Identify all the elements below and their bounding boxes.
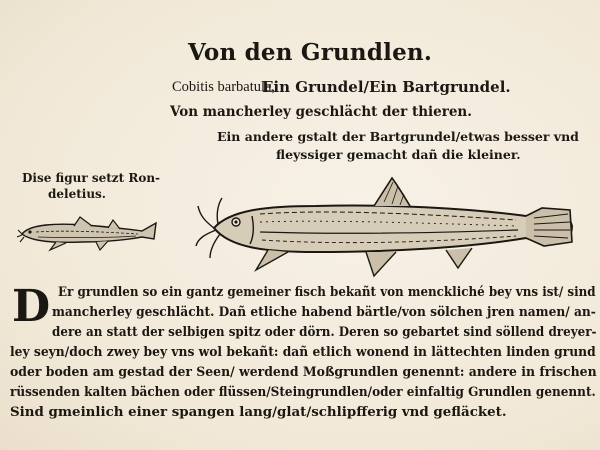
body-line-3: dere an statt der selbigen spitz oder dörn. Deren so gebartet sind söllend dreyer-: [52, 324, 597, 340]
subheading: Von mancherley geschlächt der thieren.: [170, 104, 472, 120]
large-fish-illustration: [196, 172, 576, 282]
body-line-6: rüssenden kalten bächen oder flüssen/Steingrundlen/oder einfaltig Grundlen genennt.: [10, 384, 596, 400]
drop-cap: D: [12, 281, 51, 332]
latin-name: Cobitis barbatula,: [172, 79, 276, 95]
body-line-1: Er grundlen so ein gantz gemeiner fisch bekañt von menckliché bey vns ist/ sind: [58, 284, 596, 300]
body-line-7: Sind gmeinlich einer spangen lang/glat/schlipfferig vnd gefläcket.: [10, 404, 507, 420]
page-title: Von den Grundlen.: [188, 39, 433, 66]
figure-caption-line-1: Ein andere gstalt der Bartgrundel/etwas besser vnd: [217, 129, 579, 144]
german-name: Ein Grundel/Ein Bartgrundel.: [262, 78, 511, 96]
body-line-2: mancherley geschlächt. Dañ etliche habend bärtle/von sölchen jren namen/ an-: [52, 304, 596, 320]
side-caption-line-1: Dise figur setzt Ron-: [22, 171, 161, 185]
body-line-5: oder boden am gestad der Seen/ werdend Moßgrundlen genennt: andere in frischen: [10, 364, 597, 380]
small-fish-illustration: [16, 210, 158, 252]
body-line-4: ley seyn/doch zwey bey vns wol bekañt: dañ etlich wonend in lättechten linden grund: [10, 344, 596, 360]
side-caption-line-2: deletius.: [48, 187, 106, 201]
figure-caption-line-2: fleyssiger gemacht dañ die kleiner.: [276, 147, 521, 162]
